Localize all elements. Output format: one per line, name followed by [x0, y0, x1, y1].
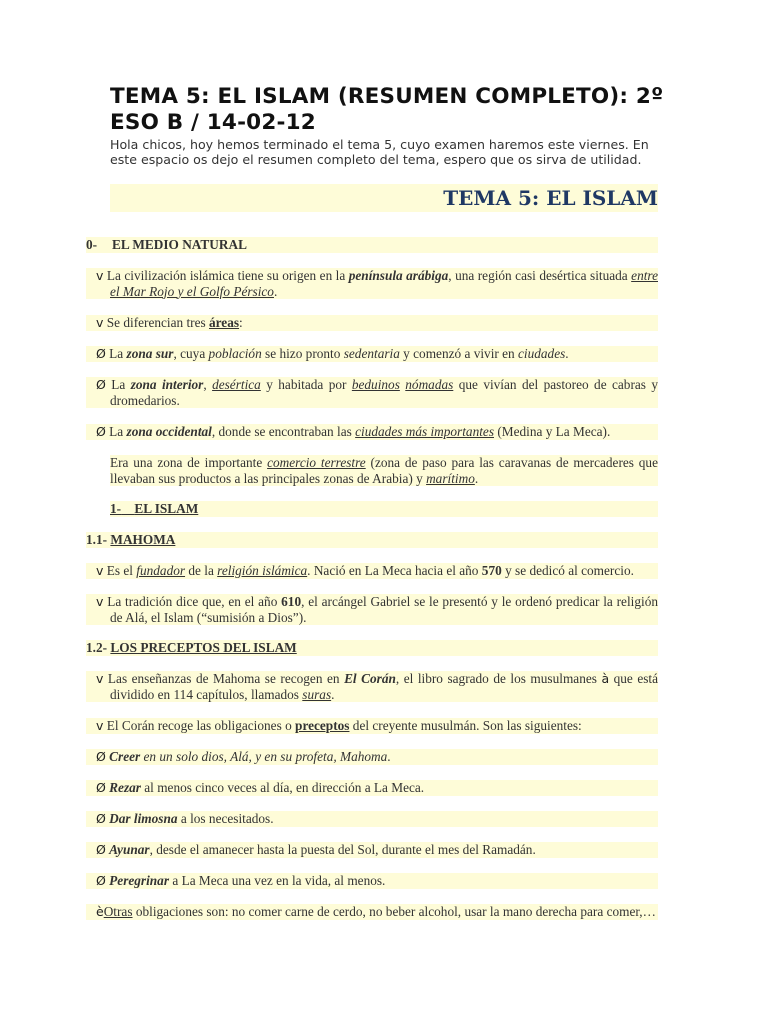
section-title: EL MEDIO NATURAL [112, 237, 247, 252]
paragraph-tradicion: v La tradición dice que, en el año 610, el arcángel Gabriel se le presentó y le ordenó predicar la religión de Alá, el Islam (“sumisión a Dios”). [86, 594, 658, 625]
diameter-bullet-icon: Ø [96, 842, 106, 857]
check-bullet-icon: v [96, 718, 104, 733]
list-item-creer: Ø Creer en un solo dios, Alá, y en su profeta, Mahoma. [86, 749, 658, 765]
diameter-bullet-icon: Ø [96, 346, 106, 361]
post-title: TEMA 5: EL ISLAM (RESUMEN COMPLETO): 2º ESO B / 14-02-12 [110, 84, 664, 135]
section-title: LOS PRECEPTOS DEL ISLAM [110, 640, 297, 655]
section-heading-0 [86, 237, 658, 253]
section-number: 1.1- [86, 532, 108, 547]
paragraph-coran: v Las enseñanzas de Mahoma se recogen en El Corán, el libro sagrado de los musulmanes à que está dividido en 114 capítulos, llamados suras. [86, 671, 658, 702]
section-title: EL ISLAM [134, 501, 199, 516]
diameter-bullet-icon: Ø [96, 749, 106, 764]
list-item-rezar: Ø Rezar al menos cinco veces al día, en dirección a La Meca. [86, 780, 658, 796]
paragraph-comercio: Era una zona de importante comercio terrestre (zona de paso para las caravanas de mercaderes que llevaban sus productos a las principales zonas de Arabia) y marítimo. [110, 455, 658, 486]
section-number: 0- [86, 237, 98, 252]
paragraph-fundador: v Es el fundador de la religión islámica. Nació en La Meca hacia el año 570 y se dedicó al comercio. [86, 563, 658, 579]
diameter-bullet-icon: Ø [96, 780, 106, 795]
diameter-bullet-icon: Ø [96, 377, 106, 392]
list-item-limosna: Ø Dar limosna a los necesitados. [86, 811, 658, 827]
document-heading: TEMA 5: EL ISLAM [110, 184, 658, 212]
paragraph-zona-sur: Ø La zona sur, cuya población se hizo pronto sedentaria y comenzó a vivir en ciudades. [86, 346, 658, 362]
paragraph-areas: v Se diferencian tres áreas: [86, 315, 658, 331]
paragraph-zona-interior: Ø La zona interior, desértica y habitada por beduinos nómadas que vivían del pastoreo de cabras y dromedarios. [86, 377, 658, 408]
arrow-bullet-icon: è [96, 904, 104, 919]
check-bullet-icon: v [96, 315, 104, 330]
paragraph-zona-occidental: Ø La zona occidental, donde se encontraban las ciudades más importantes (Medina y La Meca). [86, 424, 658, 440]
paragraph-origin: v La civilización islámica tiene su origen en la península arábiga, una región casi desértica situada entre el Mar Rojo y el Golfo Pérsico. [86, 268, 658, 299]
section-heading-1-1 [86, 532, 658, 548]
paragraph-preceptos: v El Corán recoge las obligaciones o preceptos del creyente musulmán. Son las siguientes: [86, 718, 658, 734]
post-intro: Hola chicos, hoy hemos terminado el tema 5, cuyo examen haremos este viernes. En este espacio os dejo el resumen completo del tema, espero que os sirva de utilidad. [110, 137, 649, 167]
keyword: península arábiga [348, 268, 449, 283]
section-number: 1- [110, 501, 122, 516]
section-heading-1-2 [86, 640, 658, 656]
keyword: áreas [209, 315, 240, 330]
diameter-bullet-icon: Ø [96, 811, 106, 826]
keyword: entre el Mar Rojo y el Golfo Pérsico [110, 268, 658, 299]
check-bullet-icon: v [96, 594, 104, 609]
check-bullet-icon: v [96, 671, 104, 686]
diameter-bullet-icon: Ø [96, 424, 106, 439]
section-number: 1.2- [86, 640, 108, 655]
check-bullet-icon: v [96, 268, 104, 283]
section-title: MAHOMA [110, 532, 176, 547]
arrow-icon: à [601, 671, 610, 686]
list-item-peregrinar: Ø Peregrinar a La Meca una vez en la vida, al menos. [86, 873, 658, 889]
check-bullet-icon: v [96, 563, 104, 578]
list-item-ayunar: Ø Ayunar, desde el amanecer hasta la puesta del Sol, durante el mes del Ramadán. [86, 842, 658, 858]
diameter-bullet-icon: Ø [96, 873, 106, 888]
section-heading-1 [110, 501, 658, 517]
paragraph-otras: èOtras obligaciones son: no comer carne de cerdo, no beber alcohol, usar la mano derecha para comer,… [86, 904, 658, 920]
